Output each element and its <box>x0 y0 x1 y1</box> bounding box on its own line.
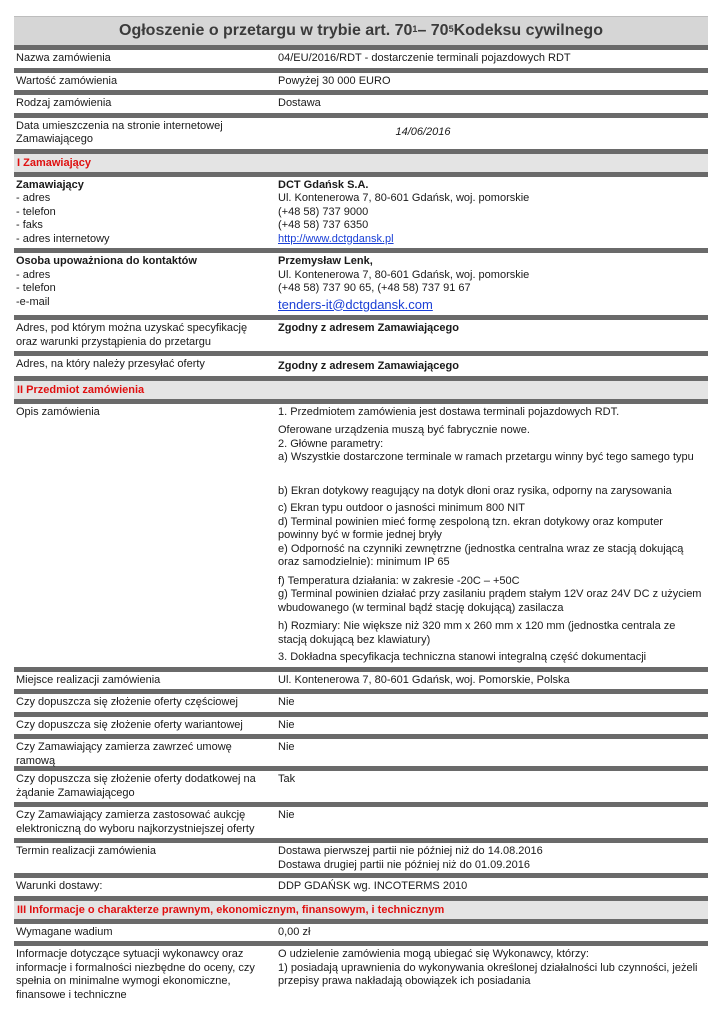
order-type-label: Rodzaj zamówienia <box>16 97 112 109</box>
variant-offer-label: Czy dopuszcza się złożenie oferty wariantowej <box>16 718 243 731</box>
section-heading-legal: III Informacje o charakterze prawnym, ekonomicznym, finansowym, i technicznym <box>14 901 708 919</box>
row-term <box>14 843 708 873</box>
contact-phone: (+48 58) 737 90 65, (+48 58) 737 91 67 <box>278 282 471 294</box>
title-suffix: Kodeksu cywilnego <box>453 22 603 39</box>
document-title <box>14 16 708 45</box>
title-sup-1: 1 <box>412 24 418 34</box>
contact-labels <box>14 253 266 315</box>
section-heading-subject: II Przedmiot zamówienia <box>14 381 708 399</box>
row-order-name <box>14 50 708 68</box>
buyer-phone: (+48 58) 737 9000 <box>278 205 369 218</box>
title-sup-2: 5 <box>448 24 454 34</box>
buyer-fax-label: - faks <box>16 219 43 231</box>
description-paragraph: 2. Główne parametry: <box>278 437 384 450</box>
title-prefix: Ogłoszenie o przetargu w trybie art. 70 <box>119 22 413 39</box>
description-paragraph: b) Ekran dotykowy reagujący na dotyk dłoni oraz rysika, odporny na zarysowania <box>278 484 672 497</box>
variant-offer-value: Nie <box>278 718 295 731</box>
order-type-value: Dostawa <box>278 97 321 109</box>
order-value-value: Powyżej 30 000 EURO <box>278 74 391 87</box>
description-paragraph: e) Odporność na czynniki zewnętrzne (jednostka centralna wraz ze stacją dokującą oraz samodzielnie): minimum IP 65 <box>278 542 684 568</box>
publication-date-cell <box>266 118 708 149</box>
order-value-label: Wartość zamówienia <box>16 74 118 87</box>
row-contact <box>14 253 708 315</box>
description-paragraph: Oferowane urządzenia muszą być fabrycznie nowe. <box>278 424 530 436</box>
additional-offer-value: Tak <box>278 773 296 785</box>
row-order-value <box>14 73 708 91</box>
place-value: Ul. Kontenerowa 7, 80-601 Gdańsk, woj. Pomorskie, Polska <box>278 673 570 686</box>
deposit-value: 0,00 zł <box>278 925 311 938</box>
contact-values <box>266 253 708 315</box>
partial-offer-label: Czy dopuszcza się złożenie oferty częściowej <box>16 696 238 708</box>
spec-address-label: Adres, pod którym można uzyskać specyfikację oraz warunki przystąpienia do przetargu <box>16 322 248 348</box>
description-value <box>266 404 708 667</box>
description-paragraph: h) Rozmiary: Nie większe niż 320 mm x 260 mm x 120 mm (jednostka centrala ze stacją dokującą bez klawiatury) <box>278 620 676 646</box>
row-additional-offer <box>14 771 708 802</box>
publication-date-label: Data umieszczenia na stronie internetowej Zamawiającego <box>16 119 223 145</box>
contact-phone-label: - telefon <box>16 282 56 294</box>
row-publication-date <box>14 118 708 149</box>
row-variant-offer <box>14 717 708 735</box>
buyer-values <box>266 177 708 249</box>
auction-label: Czy Zamawiający zamierza zastosować aukcję elektroniczną do wyboru najkorzystniejszej oferty <box>16 809 255 835</box>
description-label: Opis zamówienia <box>16 405 100 418</box>
buyer-address: Ul. Kontenerowa 7, 80-601 Gdańsk, woj. pomorskie <box>278 192 530 204</box>
order-name-label: Nazwa zamówienia <box>16 52 111 64</box>
row-offer-address <box>14 356 708 376</box>
description-paragraph: c) Ekran typu outdoor o jasności minimum 800 NIT <box>278 502 525 514</box>
contact-email-label: -e-mail <box>16 295 50 308</box>
row-delivery <box>14 878 708 896</box>
contractor-info-value <box>266 946 708 1004</box>
row-buyer <box>14 177 708 249</box>
buyer-labels <box>14 177 266 249</box>
publication-date-value: 14/06/2016 <box>395 126 451 139</box>
partial-offer-value: Nie <box>278 696 295 708</box>
row-spec-address <box>14 320 708 351</box>
buyer-website-link[interactable]: http://www.dctgdansk.pl <box>278 232 394 245</box>
description-paragraph: a) Wszystkie dostarczone terminale w ramach przetargu winny być tego samego typu <box>278 451 694 463</box>
spec-address-value: Zgodny z adresem Zamawiającego <box>278 322 459 334</box>
description-paragraph: 3. Dokładna specyfikacja techniczna stanowi integralną część dokumentacji <box>278 651 647 663</box>
framework-label: Czy Zamawiający zamierza zawrzeć umowę ramową <box>16 741 232 767</box>
description-paragraph: d) Terminal powinien mieć formę zespoloną tzn. ekran dotykowy oraz komputer powinny być w formie jednej bryły <box>278 515 663 541</box>
auction-value: Nie <box>278 809 295 821</box>
row-place <box>14 672 708 690</box>
description-paragraph: 1. Przedmiotem zamówienia jest dostawa terminali pojazdowych RDT. <box>278 405 620 418</box>
contact-email-link[interactable]: tenders-it@dctgdansk.com <box>278 296 433 312</box>
row-framework <box>14 739 708 766</box>
deposit-label: Wymagane wadium <box>16 925 113 938</box>
contact-address: Ul. Kontenerowa 7, 80-601 Gdańsk, woj. pomorskie <box>278 268 530 281</box>
row-order-type <box>14 95 708 113</box>
contact-name: Przemysław Lenk, <box>278 255 373 267</box>
contractor-info-line-1: O udzielenie zamówienia mogą ubiegać się Wykonawcy, którzy: <box>278 948 589 960</box>
contractor-info-line-2: 1) posiadają uprawnienia do wykonywania określonej działalności lub czynności, jeżeli przepisy prawa nakładają obowiązek ich posiadania <box>278 961 698 987</box>
row-partial-offer <box>14 694 708 712</box>
offer-address-label: Adres, na który należy przesyłać oferty <box>16 358 205 370</box>
term-line-2: Dostawa drugiej partii nie później niż do 01.09.2016 <box>278 858 530 871</box>
contact-label: Osoba upoważniona do kontaktów <box>16 255 197 267</box>
row-description <box>14 404 708 667</box>
framework-value: Nie <box>278 741 295 753</box>
title-mid: – 70 <box>417 22 449 39</box>
buyer-label: Zamawiający <box>16 178 84 191</box>
buyer-phone-label: - telefon <box>16 205 56 218</box>
buyer-address-label: - adres <box>16 192 51 204</box>
additional-offer-label: Czy dopuszcza się złożenie oferty dodatkowej na żądanie Zamawiającego <box>16 773 256 799</box>
row-auction <box>14 807 708 838</box>
offer-address-value: Zgodny z adresem Zamawiającego <box>278 360 459 372</box>
order-name-value: 04/EU/2016/RDT - dostarczenie terminali pojazdowych RDT <box>278 52 571 64</box>
buyer-name: DCT Gdańsk S.A. <box>278 178 369 191</box>
description-paragraph: g) Terminal powinien działać przy zasilaniu prądem stałym 12V oraz 24V DC z użyciem wbudowanego (w terminal bądź stację dokującą) zasilacza <box>278 588 702 614</box>
buyer-web-label: - adres internetowy <box>16 232 110 245</box>
contractor-info-label: Informacje dotyczące sytuacji wykonawcy oraz informacje i formalności niezbędne do oceny, czy spełnia on minimalne wymogi ekonomiczne, finansowe i techniczne <box>16 948 255 1001</box>
delivery-label: Warunki dostawy: <box>16 880 103 892</box>
contact-address-label: - adres <box>16 268 51 281</box>
description-paragraph: f) Temperatura działania: w zakresie -20C – +50C <box>278 574 520 587</box>
term-label: Termin realizacji zamówienia <box>16 845 156 857</box>
row-contractor-info <box>14 946 708 1004</box>
term-line-1: Dostawa pierwszej partii nie później niż do 14.08.2016 <box>278 845 543 857</box>
buyer-fax: (+48 58) 737 6350 <box>278 219 369 231</box>
term-value <box>266 843 708 873</box>
row-deposit <box>14 924 708 942</box>
delivery-value: DDP GDAŃSK wg. INCOTERMS 2010 <box>278 880 468 892</box>
document-page <box>14 16 708 1004</box>
section-heading-buyer: I Zamawiający <box>14 154 708 172</box>
place-label: Miejsce realizacji zamówienia <box>16 673 161 686</box>
